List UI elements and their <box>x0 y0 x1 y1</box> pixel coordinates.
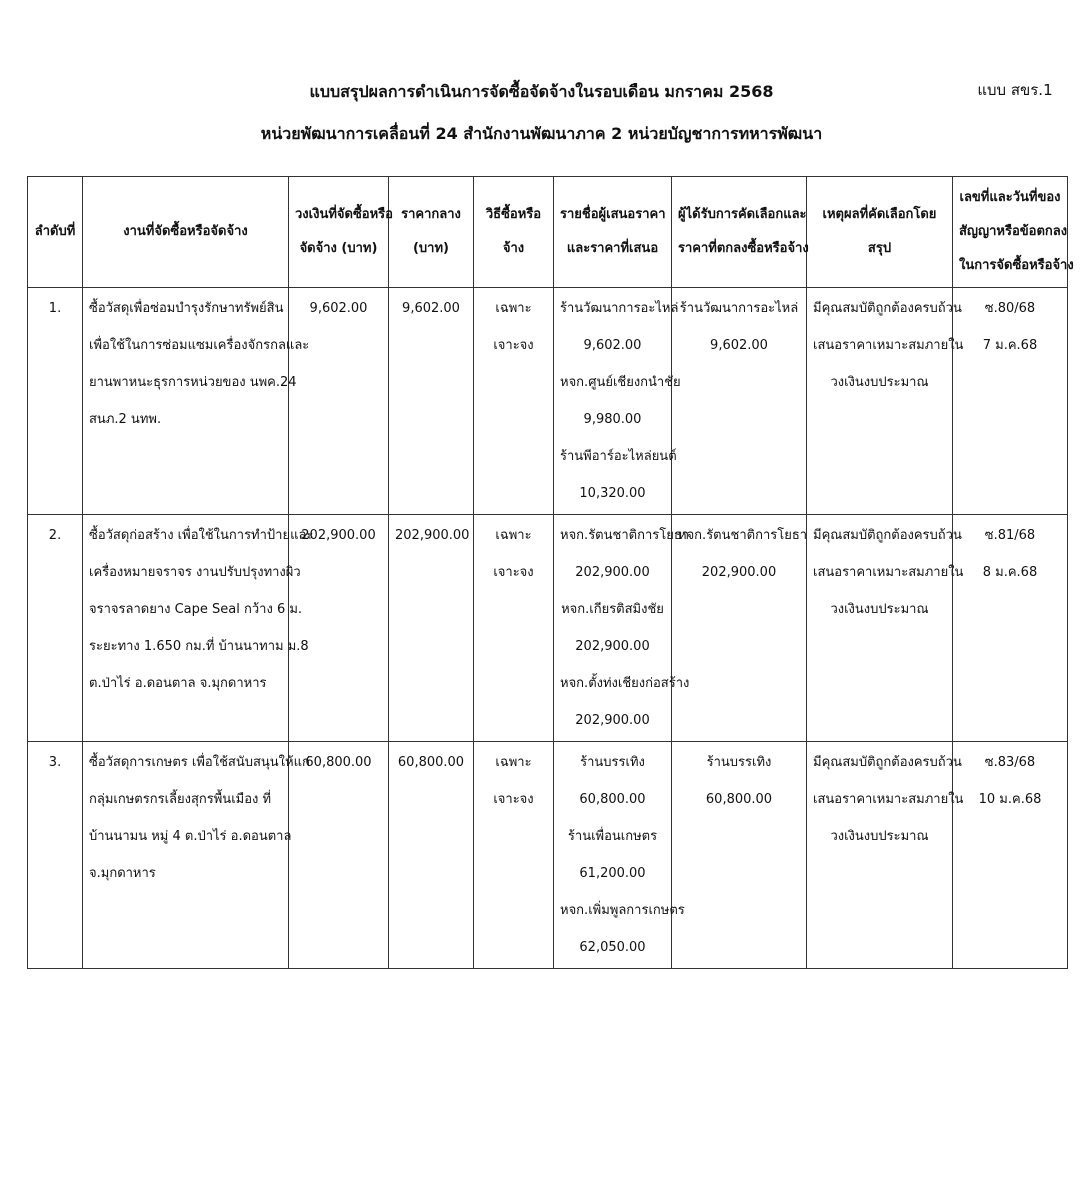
row-bidders: ร้านบรรเทิง 60,800.00 ร้านเพื่อนเกษตร 61,200.00 หจก.เพิ่มพูลการเกษตร 62,050.00 <box>554 742 672 969</box>
row-contract: ซ.81/68 8 ม.ค.68 <box>953 515 1068 742</box>
row-contract: ซ.80/68 7 ม.ค.68 <box>953 288 1068 515</box>
row-reason: มีคุณสมบัติถูกต้องครบถ้วน เสนอราคาเหมาะสมภายใน วงเงินงบประมาณ <box>807 288 953 515</box>
row-winner: ร้านวัฒนาการอะไหล่ 9,602.00 <box>672 288 807 515</box>
document-subtitle: หน่วยพัฒนาการเคลื่อนที่ 24 สำนักงานพัฒนาภาค 2 หน่วยบัญชาการทหารพัฒนา <box>260 124 823 143</box>
row-bidders: ร้านวัฒนาการอะไหล่ 9,602.00 หจก.ศูนย์เชียงกนำชัย 9,980.00 ร้านพีอาร์อะไหล่ยนต์ 10,320.00 <box>554 288 672 515</box>
row-contract: ซ.83/68 10 ม.ค.68 <box>953 742 1068 969</box>
row-budget: 202,900.00 <box>289 515 389 742</box>
row-winner: ร้านบรรเทิง 60,800.00 <box>672 742 807 969</box>
row-method: เฉพาะเจาะจง <box>474 515 554 742</box>
row-method: เฉพาะเจาะจง <box>474 742 554 969</box>
table-row <box>28 288 1068 515</box>
row-item: ซื้อวัสดุเพื่อซ่อมบำรุงรักษาทรัพย์สิน เพื่อใช้ในการซ่อมแซมเครื่องจักรกลและ ยานพาหนะธุรการหน่วยของ นพค.24 สนภ.2 นทพ. <box>83 288 289 515</box>
row-median-price: 9,602.00 <box>389 288 474 515</box>
row-item: ซื้อวัสดุก่อสร้าง เพื่อใช้ในการทำป้ายและ เครื่องหมายจราจร งานปรับปรุงทางผิว จราจรลาดยาง Cape Seal กว้าง 6 ม. ระยะทาง 1.650 กม.ที่ บ้านนาทาม ม.8 ต.ป่าไร่ อ.ดอนตาล จ.มุกดาหาร <box>83 515 289 742</box>
header-reason: เหตุผลที่คัดเลือกโดยสรุป <box>807 177 953 288</box>
header-budget: วงเงินที่จัดซื้อหรือ จัดจ้าง (บาท) <box>289 177 389 288</box>
table-row <box>28 742 1068 969</box>
row-budget: 60,800.00 <box>289 742 389 969</box>
header-bidders: รายชื่อผู้เสนอราคา และราคาที่เสนอ <box>554 177 672 288</box>
row-median-price: 60,800.00 <box>389 742 474 969</box>
header-contract: เลขที่และวันที่ของ สัญญาหรือข้อตกลง ในการจัดซื้อหรือจ้าง <box>953 177 1068 288</box>
row-bidders: หจก.รัตนชาติการโยธา 202,900.00 หจก.เกียรติสมิงชัย 202,900.00 หจก.ตั้งท่งเชียงก่อสร้าง 202,900.00 <box>554 515 672 742</box>
row-median-price: 202,900.00 <box>389 515 474 742</box>
row-no: 3. <box>28 742 83 969</box>
row-budget: 9,602.00 <box>289 288 389 515</box>
row-no: 2. <box>28 515 83 742</box>
row-winner: หจก.รัตนชาติการโยธา 202,900.00 <box>672 515 807 742</box>
row-reason: มีคุณสมบัติถูกต้องครบถ้วน เสนอราคาเหมาะสมภายใน วงเงินงบประมาณ <box>807 515 953 742</box>
table-row <box>28 515 1068 742</box>
header-method: วิธีซื้อหรือจ้าง <box>474 177 554 288</box>
procurement-summary-table <box>27 176 1074 969</box>
table-header-row <box>28 177 1068 288</box>
form-code: แบบ สขร.1 <box>977 81 1053 99</box>
row-no: 1. <box>28 288 83 515</box>
row-method: เฉพาะเจาะจง <box>474 288 554 515</box>
header-median-price: ราคากลาง (บาท) <box>389 177 474 288</box>
header-item: งานที่จัดซื้อหรือจัดจ้าง <box>83 177 289 288</box>
row-reason: มีคุณสมบัติถูกต้องครบถ้วน เสนอราคาเหมาะสมภายใน วงเงินงบประมาณ <box>807 742 953 969</box>
header-winner: ผู้ได้รับการคัดเลือกและ ราคาที่ตกลงซื้อหรือจ้าง <box>672 177 807 288</box>
row-item: ซื้อวัสดุการเกษตร เพื่อใช้สนับสนุนให้แก่ กลุ่มเกษตรกรเลี้ยงสุกรพื้นเมือง ที่ บ้านนามน หมู่ 4 ต.ป่าไร่ อ.ดอนตาล จ.มุกดาหาร <box>83 742 289 969</box>
document-title: แบบสรุปผลการดำเนินการจัดซื้อจัดจ้างในรอบเดือน มกราคม 2568 <box>309 82 774 101</box>
header-no: ลำดับที่ <box>28 177 83 288</box>
